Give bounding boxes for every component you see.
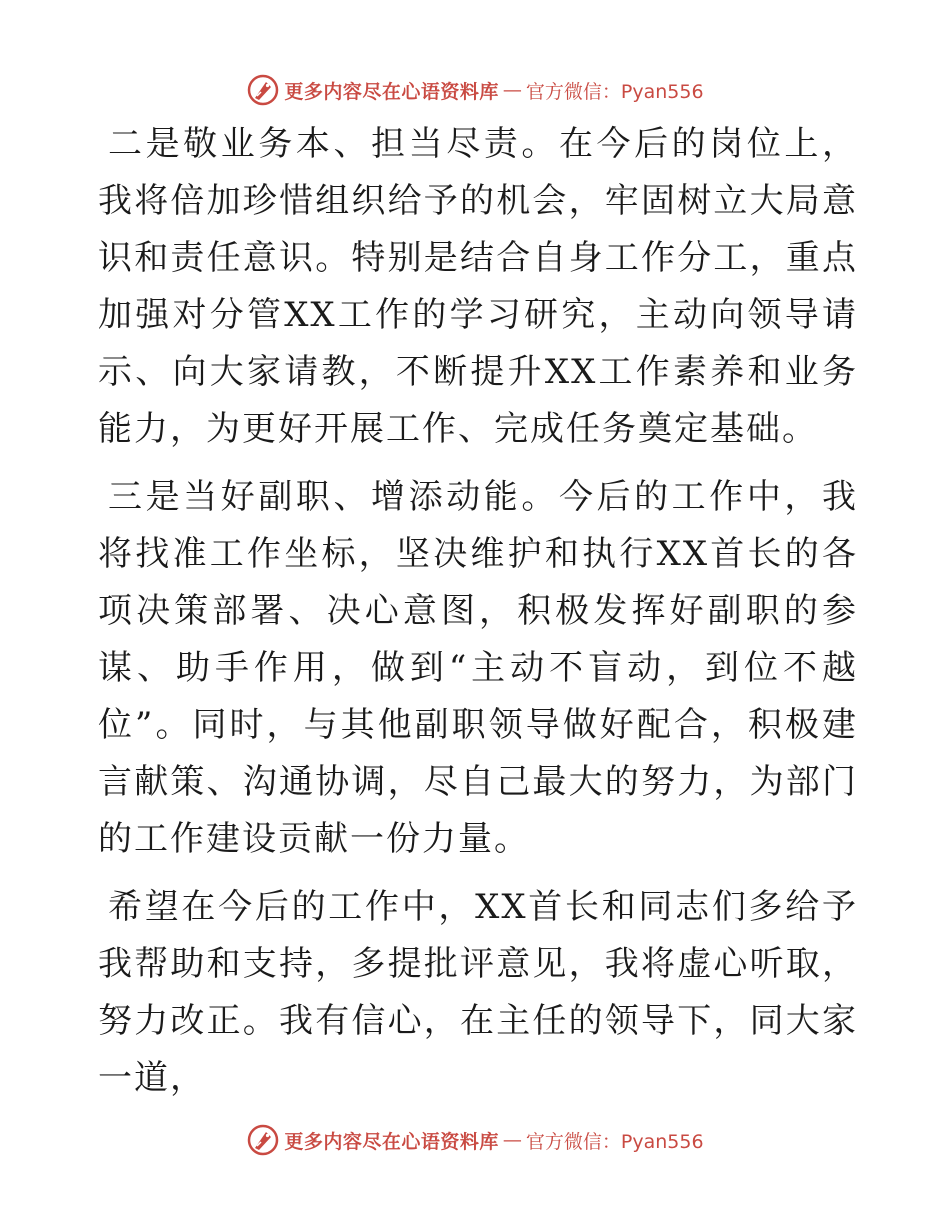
pen-nib-logo-icon [246, 1123, 280, 1157]
header-banner-wechat-text: 官方微信：Pyan556 [525, 80, 704, 103]
header-banner-separator: — [502, 79, 522, 101]
footer-banner-main-text: 更多内容尽在心语资料库 [284, 1130, 499, 1153]
header-watermark-banner [0, 70, 950, 110]
paragraph-deputy-role: 三是当好副职、增添动能。今后的工作中，我将找准工作坐标，坚决维护和执行XX首长的各项决策部署、决心意图，积极发挥好副职的参谋、助手作用，做到“主动不盲动，到位不越位”。同时，与其他副职领导做好配合，积极建言献策、沟通协调，尽自己最大的努力，为部门的工作建设贡献一份力量。 [98, 477, 858, 859]
paragraph-closing: 希望在今后的工作中，XX首长和同志们多给予我帮助和支持，多提批评意见，我将虚心听取，努力改正。我有信心，在主任的领导下，同大家一道， [98, 887, 858, 1098]
paragraph-dedication: 二是敬业务本、担当尽责。在今后的岗位上，我将倍加珍惜组织给予的机会，牢固树立大局意识和责任意识。特别是结合自身工作分工，重点加强对分管XX工作的学习研究，主动向领导请示、向大家请教，不断提升XX工作素养和业务能力，为更好开展工作、完成任务奠定基础。 [98, 124, 858, 449]
document-body [98, 116, 858, 1118]
footer-watermark-banner [0, 1120, 950, 1160]
footer-banner-separator: — [502, 1129, 522, 1151]
header-banner-main-text: 更多内容尽在心语资料库 [284, 80, 499, 103]
footer-banner-wechat-text: 官方微信：Pyan556 [525, 1130, 704, 1153]
pen-nib-logo-icon [246, 73, 280, 107]
